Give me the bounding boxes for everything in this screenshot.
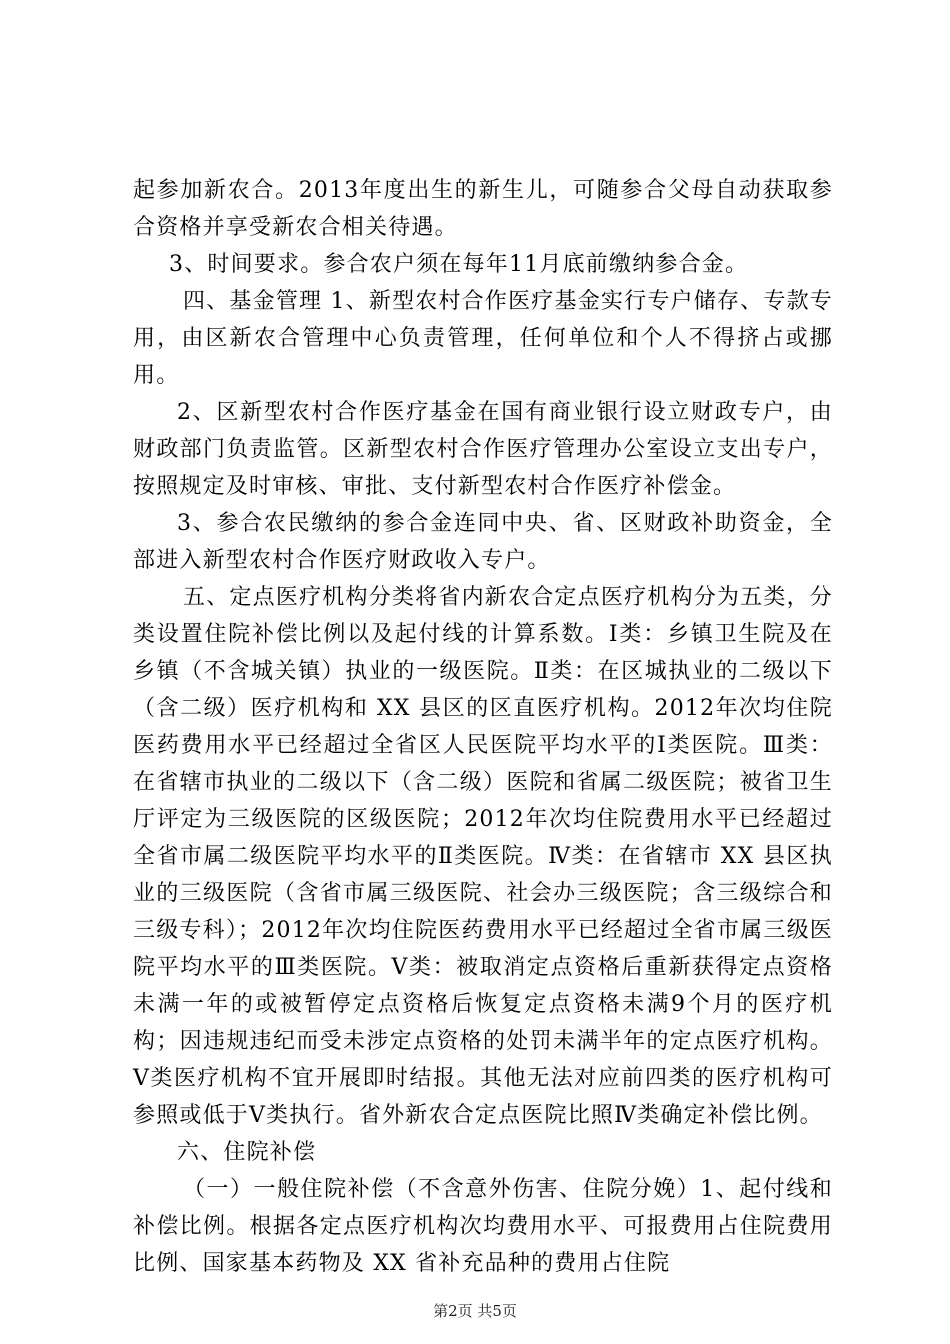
page-number-footer: 第2页 共5页 [433, 1302, 517, 1320]
paragraph-general-inpatient: （一）一般住院补偿（不含意外伤害、住院分娩）1、起付线和补偿比例。根据各定点医疗机构次均费用水平、可报费用占住院费用比例、国家基本药物及 XX 省补充品种的费用占住院 [133, 1177, 833, 1276]
paragraph-continuation: 起参加新农合。2013年度出生的新生儿，可随参合父母自动获取参合资格并享受新农合相关待遇。 [133, 178, 833, 240]
paragraph-fund-income: 3、参合农民缴纳的参合金连同中央、省、区财政补助资金，全部进入新型农村合作医疗财政收入专户。 [133, 511, 833, 573]
paragraph-hospital-classification: 五、定点医疗机构分类将省内新农合定点医疗机构分为五类，分类设置住院补偿比例以及起付线的计算系数。Ⅰ类：乡镇卫生院及在乡镇（不含城关镇）执业的一级医院。Ⅱ类：在区城执业的二级以下（含二级）医疗机构和 XX 县区的区直医疗机构。2012年次均住院医药费用水平已经超过全省区人民医院平均水平的Ⅰ类医院。Ⅲ类：在省辖市执业的二级以下（含二级）医院和省属二级医院；被省卫生厅评定为三级医院的区级医院；2012年次均住院费用水平已经超过全省市属二级医院平均水平的Ⅱ类医院。Ⅳ类：在省辖市 XX 县区执业的三级医院（含省市属三级医院、社会办三级医院；含三级综合和三级专科）；2012年次均住院医药费用水平已经超过全省市属三级医院平均水平的Ⅲ类医院。Ⅴ类：被取消定点资格后重新获得定点资格未满一年的或被暂停定点资格后恢复定点资格未满9个月的医疗机构；因违规违纪而受未涉定点资格的处罚未满半年的定点医疗机构。Ⅴ类医疗机构不宜开展即时结报。其他无法对应前四类的医疗机构可参照或低于Ⅴ类执行。省外新农合定点医院比照Ⅳ类确定补偿比例。 [133, 585, 833, 1128]
section-heading-inpatient: 六、住院补偿 [177, 1140, 317, 1165]
paragraph-fund-management: 四、基金管理 1、新型农村合作医疗基金实行专户储存、专款专用，由区新农合管理中心负责管理，任何单位和个人不得挤占或挪用。 [133, 289, 833, 388]
document-body [133, 172, 833, 1282]
paragraph-fund-account: 2、区新型农村合作医疗基金在国有商业银行设立财政专户，由财政部门负责监管。区新型农村合作医疗管理办公室设立支出专户，按照规定及时审核、审批、支付新型农村合作医疗补偿金。 [133, 400, 833, 499]
paragraph-time-requirement: 3、时间要求。参合农户须在每年11月底前缴纳参合金。 [169, 252, 749, 277]
